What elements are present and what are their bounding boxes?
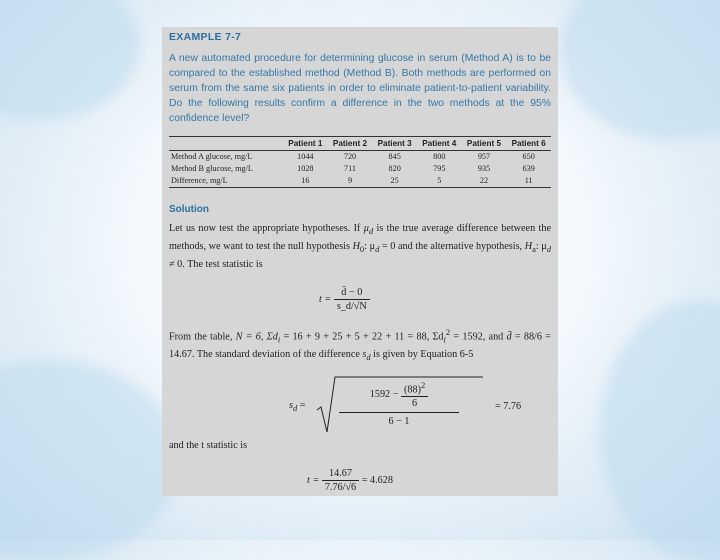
table-cell: 1028: [297, 164, 314, 173]
eq1-numerator: d̄ − 0: [334, 286, 370, 300]
table-cell: 25: [372, 175, 417, 188]
row-label: Method A glucose, mg/L: [171, 152, 253, 161]
eq3-result: = 4.628: [361, 474, 393, 486]
table-header-cell: Patient 4: [417, 137, 462, 151]
document-page: [162, 27, 558, 496]
eq2-lhs: $s_d$ =: [289, 399, 306, 413]
background-blob: [560, 0, 720, 140]
table-cell: 935: [477, 164, 491, 173]
table-cell: 1044: [297, 152, 314, 161]
row-label: Difference, mg/L: [169, 175, 283, 188]
table-cell: 639: [522, 164, 535, 173]
table-cell: 820: [388, 164, 401, 173]
table-cell: 22: [462, 175, 507, 188]
and-t-statistic-text: and the t statistic is: [169, 439, 248, 451]
equation-t-statistic: [319, 286, 551, 313]
table-cell: 957: [477, 152, 491, 161]
table-cell: 9: [328, 175, 373, 188]
table-cell: 800: [433, 152, 446, 161]
table-header-cell: Patient 1: [283, 137, 328, 151]
table-cell: 650: [522, 152, 535, 161]
equation-t-value: [307, 467, 551, 494]
example-title: EXAMPLE 7-7: [169, 31, 242, 43]
table-header-row: [169, 137, 551, 151]
equation-std-dev: [289, 374, 551, 438]
eq1-fraction: [334, 286, 370, 313]
table-header-cell: Patient 6: [506, 137, 551, 151]
eq3-numerator: 14.67: [322, 467, 359, 481]
table-row: [169, 163, 551, 175]
glucose-table: [169, 136, 551, 188]
row-label: Method B glucose, mg/L: [171, 164, 253, 173]
eq2-result: = 7.76: [495, 400, 522, 412]
solution-title: Solution: [169, 204, 209, 215]
table-cell: 5: [417, 175, 462, 188]
table-cell: 711: [343, 164, 356, 173]
hypothesis-paragraph: Let us now test the appropriate hypotheses. If $\mu_d$ is the true average difference between the methods, we want to test the null hypothesis $H_0$: $\mu_d = 0$ and the alternative hypothesis, $H_a$: $\mu_d \ne 0$. The test statistic is: [169, 223, 551, 271]
table-cell: 795: [433, 164, 446, 173]
background-blob: [0, 360, 180, 560]
table-row: [169, 151, 551, 164]
table-header-cell: Patient 5: [462, 137, 507, 151]
background-blob: [0, 0, 140, 120]
table-cell: 16: [283, 175, 328, 188]
eq3-denominator: 7.76/√6: [324, 481, 357, 493]
table-header-cell: Patient 2: [328, 137, 373, 151]
background-blob: [600, 300, 720, 560]
eq3-lhs: t =: [307, 474, 320, 486]
from-table-paragraph: From the table, N = 6, $\Sigma d_i = 16 + 9 + 25 + 5 + 22 + 11 = 88$, $\Sigma d_i^2 = 1592$, and d̄ = 88/6 = 14.67. The standard deviation of the difference $s_d$ is given by Equation 6-5: [169, 327, 551, 363]
eq3-fraction: [322, 467, 359, 494]
table-cell: 720: [343, 152, 357, 161]
table-header-cell: [169, 137, 283, 151]
table-cell: 11: [506, 175, 551, 188]
problem-statement: A new automated procedure for determining glucose in serum (Method A) is to be compared to the established method (Method B). Both methods are performed on serum from the same six patients in order to eliminate patient-to-patient variability. Do the following results confirm a difference in the two methods at the 95% confidence level?: [169, 53, 551, 124]
table-cell: 845: [388, 152, 401, 161]
table-row: [169, 175, 551, 188]
eq1-denominator: s_d/√N: [336, 301, 367, 313]
eq1-lhs: t =: [319, 293, 332, 305]
table-header-cell: Patient 3: [372, 137, 417, 151]
eq2-radicand: 1592 − $\frac{(88)^2}{6}$ 6 − 1: [339, 379, 459, 427]
